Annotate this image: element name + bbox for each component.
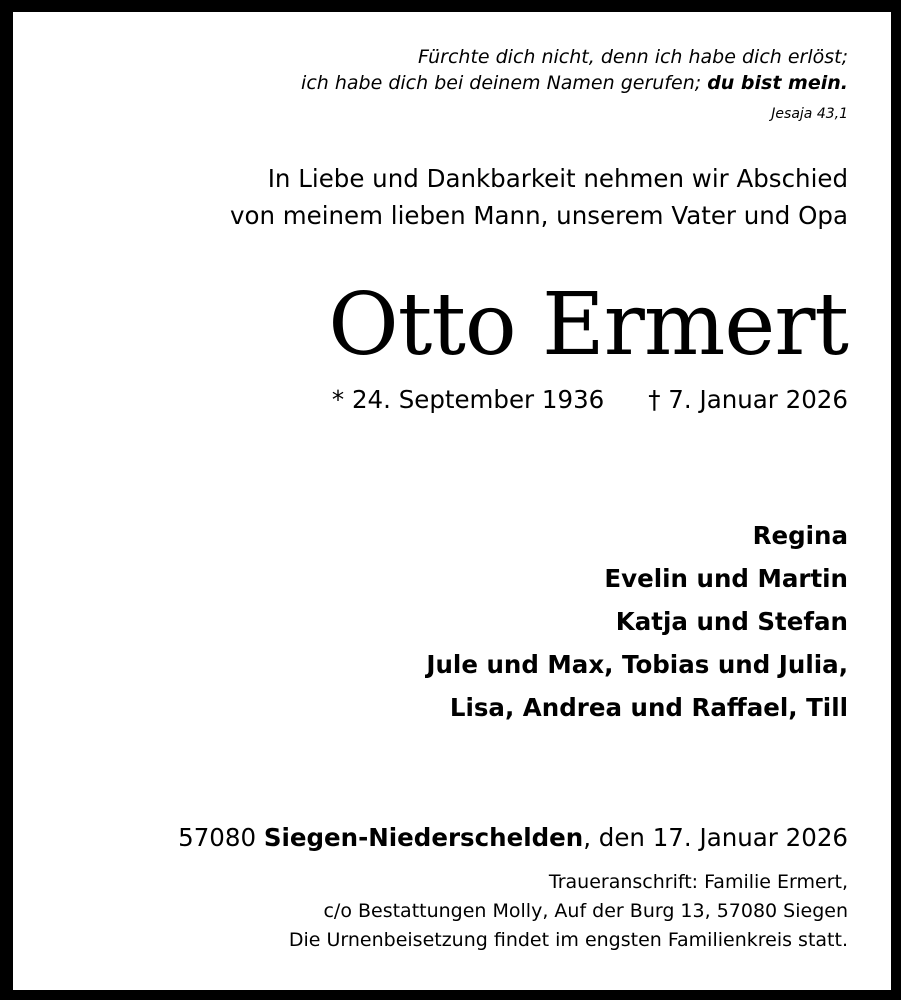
mourner-line: Regina [752,521,848,550]
place-and-date [178,823,848,852]
mourner-line: Evelin und Martin [604,564,848,593]
death-date: † 7. Januar 2026 [648,385,848,414]
verse-line-2 [301,70,848,96]
verse-emphasis: du bist mein. [707,72,848,94]
verse-line-2-text: ich habe dich bei deinem Namen gerufen; [301,72,702,94]
intro-text [230,160,848,234]
deceased-name: Otto Ermert [328,275,848,375]
mourner-line: Katja und Stefan [615,607,848,636]
mourner-line: Lisa, Andrea und Raffael, Till [449,693,848,722]
mourners-list [426,514,848,729]
bible-verse [301,44,848,96]
intro-line-2: von meinem lieben Mann, unserem Vater und Opa [229,201,848,230]
intro-line-1: In Liebe und Dankbarkeit nehmen wir Abschied [267,164,848,193]
verse-reference: Jesaja 43,1 [771,106,848,122]
verse-line-1: Fürchte dich nicht, denn ich habe dich erlöst; [417,46,848,68]
life-dates [332,385,848,414]
mourning-address-line-2: c/o Bestattungen Molly, Auf der Burg 13, 57080 Siegen [323,900,848,922]
birth-date: * 24. September 1936 [331,385,605,414]
city: Siegen-Niederschelden [263,823,584,852]
notice-date: , den 17. Januar 2026 [583,823,848,852]
burial-note: Die Urnenbeisetzung findet im engsten Familienkreis statt. [288,929,848,951]
mourning-address-line-1: Traueranschrift: Familie Ermert, [548,871,848,893]
obituary-notice [13,12,891,990]
postcode: 57080 [178,823,257,852]
mourner-line: Jule und Max, Tobias und Julia, [426,650,848,679]
notes [289,868,848,955]
